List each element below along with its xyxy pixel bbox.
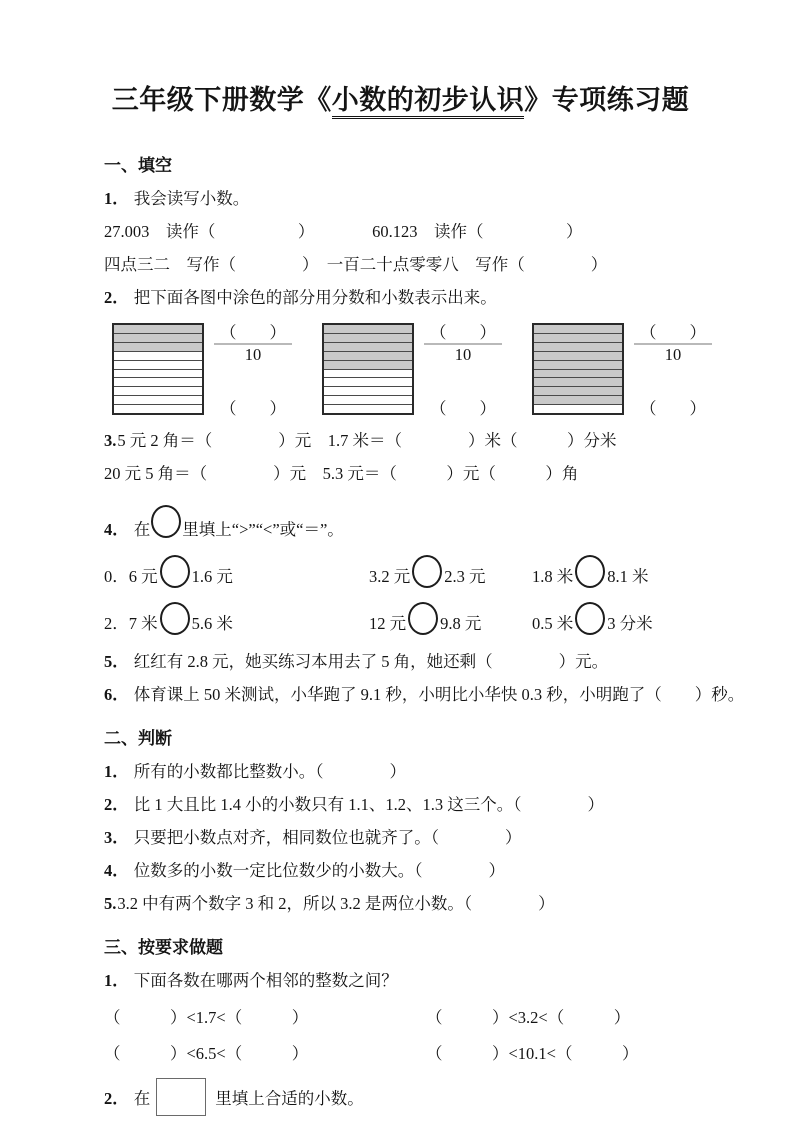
fraction-denominator: 10 (454, 345, 472, 364)
right-value: 8.1 米 (607, 567, 649, 586)
question-number: 2． (104, 1089, 129, 1108)
fraction-numerator-blank: （ ） (424, 323, 502, 345)
question-text: 下面各数在哪两个相邻的整数之间？ (133, 971, 398, 990)
question-number: 5. (104, 894, 117, 913)
comparison-circle (408, 602, 438, 635)
comparison-circle (151, 505, 181, 538)
comparison-item (104, 555, 369, 588)
q3-line1 (104, 430, 711, 452)
question-number: 3． (104, 828, 129, 847)
question-text: 3.2 中有两个数字 3 和 2，所以 3.2 是两位小数。（ ） (117, 894, 555, 913)
title-suffix: 》专项练习题 (524, 85, 690, 115)
right-value: 1.6 元 (191, 567, 233, 586)
answer-blank: 写作（ ） (186, 255, 311, 274)
question-text: 在 (133, 1089, 151, 1108)
judge-item (104, 794, 711, 816)
question-text: 位数多的小数一定比位数少的小数大。（ ） (133, 861, 505, 880)
question-text: 里填上“>”“<”或“＝”。 (182, 520, 344, 539)
question-text: 在 (133, 520, 151, 539)
comparison-circle (575, 555, 605, 588)
question-number: 2． (104, 288, 129, 307)
question-number: 4． (104, 520, 129, 539)
section-heading-judge: 二、判断 (104, 729, 172, 748)
question-text: 把下面各图中涂色的部分用分数和小数表示出来。 (133, 288, 497, 307)
question-number: 1． (104, 762, 129, 781)
answer-blank: 读作（ ） (165, 222, 307, 241)
right-value: 2.3 元 (444, 567, 486, 586)
fraction-denominator: 10 (244, 345, 262, 364)
fraction-column (214, 323, 292, 419)
comparison-circle (160, 555, 190, 588)
question-text: 我会读写小数。 (133, 189, 250, 208)
decimal-box (156, 1078, 206, 1116)
tasks-q2-stem (104, 1078, 711, 1116)
number-words: 一百二十点零零八 (326, 255, 459, 274)
fraction-figures-row (112, 323, 712, 419)
number-words: 四点三二 (104, 255, 170, 274)
fraction-figure (532, 323, 712, 419)
page-title (90, 78, 711, 117)
q3-line2 (104, 463, 711, 485)
inequality-row (104, 1040, 711, 1064)
fraction-denominator: 10 (664, 345, 682, 364)
comparison-circle (160, 602, 190, 635)
number-value: 60.123 (372, 222, 418, 241)
comparison-circle (575, 602, 605, 635)
left-value: 2．7 米 (104, 614, 158, 633)
fraction-top (214, 323, 292, 365)
section-heading-tasks: 三、按要求做题 (104, 938, 223, 957)
number-value: 27.003 (104, 222, 150, 241)
tasks-q1-stem (104, 970, 711, 992)
right-value: 3 分米 (607, 614, 653, 633)
judge-item (104, 860, 711, 882)
right-value: 9.8 元 (440, 614, 482, 633)
left-value: 0．6 元 (104, 567, 158, 586)
judge-item (104, 761, 711, 783)
q5-stem (104, 651, 711, 673)
question-number: 2． (104, 795, 129, 814)
comparison-item (104, 602, 369, 635)
q1-read-line (104, 221, 711, 243)
title-prefix: 三年级下册数学《 (111, 85, 332, 115)
fraction-column (424, 323, 502, 419)
q4-row-2 (104, 602, 711, 635)
q4-stem (104, 505, 711, 541)
fraction-top (634, 323, 712, 365)
inequality-item: （ ）<1.7<（ ） (104, 1008, 309, 1027)
inequality-item: （ ）<3.2<（ ） (426, 1008, 631, 1027)
question-number: 1． (104, 971, 129, 990)
question-number: 6． (104, 685, 129, 704)
comparison-item (532, 555, 711, 588)
question-text: 20 元 5 角＝（ ）元 5.3 元＝（ ）元（ ）角 (104, 464, 579, 483)
title-underlined-topic: 小数的初步认识 (332, 85, 525, 119)
fraction-column (634, 323, 712, 419)
q1-write-line (104, 254, 711, 276)
q4-row-1 (104, 555, 711, 588)
decimal-answer-blank: （ ） (430, 399, 496, 418)
question-text: 红红有 2.8 元，她买练习本用去了 5 角，她还剩（ ）元。 (133, 652, 609, 671)
left-value: 3.2 元 (369, 567, 411, 586)
q6-stem (104, 684, 745, 706)
question-number: 3. (104, 431, 117, 450)
q1-stem (104, 188, 711, 210)
inequality-row (104, 1004, 711, 1028)
decimal-answer-blank: （ ） (220, 399, 286, 418)
comparison-item (369, 602, 532, 635)
shaded-grid (322, 323, 414, 415)
fraction-top (424, 323, 502, 365)
comparison-item (532, 602, 711, 635)
question-text: 里填上合适的小数。 (215, 1089, 364, 1108)
judge-item (104, 827, 711, 849)
answer-blank: 写作（ ） (475, 255, 608, 274)
question-number: 1． (104, 189, 129, 208)
question-text: 只要把小数点对齐，相同数位也就齐了。（ ） (133, 828, 522, 847)
question-text: 所有的小数都比整数小。（ ） (133, 762, 406, 781)
fraction-numerator-blank: （ ） (634, 323, 712, 345)
question-number: 4． (104, 861, 129, 880)
fraction-numerator-blank: （ ） (214, 323, 292, 345)
fraction-figure (322, 323, 502, 419)
question-number: 5． (104, 652, 129, 671)
section-heading-fill: 一、填空 (104, 156, 172, 175)
question-text: 体育课上 50 米测试，小华跑了 9.1 秒，小明比小华快 0.3 秒，小明跑了（ ）秒。 (133, 685, 745, 704)
right-value: 5.6 米 (191, 614, 233, 633)
q2-stem (104, 287, 711, 309)
shaded-grid (532, 323, 624, 415)
comparison-circle (412, 555, 442, 588)
question-text: 5 元 2 角＝（ ）元 1.7 米＝（ ）米（ ）分米 (117, 431, 617, 450)
judge-item (104, 893, 711, 915)
inequality-item: （ ）<6.5<（ ） (104, 1044, 309, 1063)
fraction-figure (112, 323, 292, 419)
question-text: 比 1 大且比 1.4 小的小数只有 1.1、1.2、1.3 这三个。（ ） (133, 795, 604, 814)
shaded-grid (112, 323, 204, 415)
decimal-answer-blank: （ ） (640, 399, 706, 418)
left-value: 12 元 (369, 614, 407, 633)
left-value: 0.5 米 (532, 614, 574, 633)
comparison-item (369, 555, 532, 588)
inequality-item: （ ）<10.1<（ ） (426, 1044, 639, 1063)
left-value: 1.8 米 (532, 567, 574, 586)
answer-blank: 读作（ ） (434, 222, 583, 241)
